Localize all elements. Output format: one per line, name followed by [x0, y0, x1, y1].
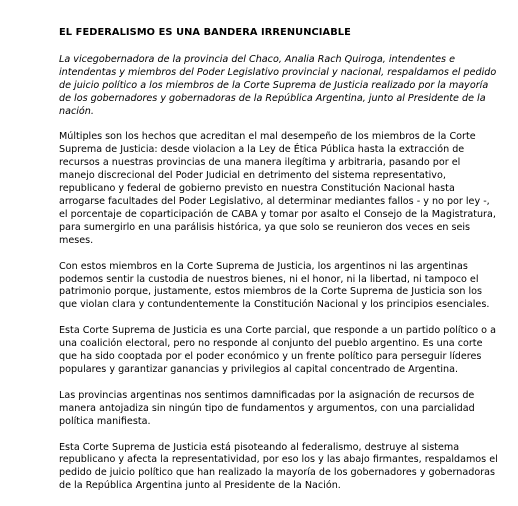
paragraph-intro: La vicegobernadora de la provincia del Chaco, Analia Rach Quiroga, intendentes e intendentas y miembros del Poder Legislativo provincial y nacional, respaldamos el pedido de juicio político a los miembros de la Corte Suprema de Justicia realizado por la mayoría de los gobernadores y gobernadoras de la República Argentina, junto al Presidente de la nación. — [59, 53, 497, 117]
paragraph-custody: Con estos miembros en la Corte Suprema de Justicia, los argentinos ni las argentinas podemos sentir la custodia de nuestros bienes, ni el honor, ni la libertad, ni tampoco el patrimonio porque, justamente, estos miembros de la Corte Suprema de Justicia son los que violan clara y contundentemente la Constitución Nacional y los principios esenciales. — [59, 260, 490, 311]
paragraph-conclusion: Esta Corte Suprema de Justicia está pisoteando al federalismo, destruye al sistema republicano y afecta la representatividad, por eso los y las abajo firmantes, respaldamos el pedido de juicio político que han realizado la mayoría de los gobernadores y gobernadoras de la República Argentina junto al Presidente de la Nación. — [59, 441, 498, 492]
paragraph-provinces: Las provincias argentinas nos sentimos damnificadas por la asignación de recursos de manera antojadiza sin ningún tipo de fundamentos y argumentos, con una parcialidad política manifiesta. — [59, 389, 475, 427]
paragraph-facts: Múltiples son los hechos que acreditan el mal desempeño de los miembros de la Corte Suprema de Justicia: desde violacion a la Ley de Ética Pública hasta la extracción de recursos a nuestras provincias de una manera ilegítima y arbitraria, pasando por el manejo discrecional del Poder Judicial en detrimento del sistema representativo, republicano y federal de gobierno previsto en nuestra Constitución Nacional hasta arrogarse facultades del Poder Legislativo, al determinar mediantes fallos - y no por ley -, el porcentaje de coparticipación de CABA y tomar por asalto el Consejo de la Magistratura, para sumergirlo en una parálisis histórica, ya que solo se reunieron dos veces en seis meses. — [59, 131, 496, 246]
paragraph-partial-court: Esta Corte Suprema de Justicia es una Corte parcial, que responde a un partido político o a una coalición electoral, pero no responde al conjunto del pueblo argentino. Es una corte que ha sido cooptada por el poder económico y un frente político para perseguir líderes populares y garantizar ganancias y privilegios al capital concentrado de Argentina. — [59, 325, 496, 375]
document-page — [59, 27, 499, 506]
document-title: EL FEDERALISMO ES UNA BANDERA IRRENUNCIABLE — [59, 27, 351, 38]
